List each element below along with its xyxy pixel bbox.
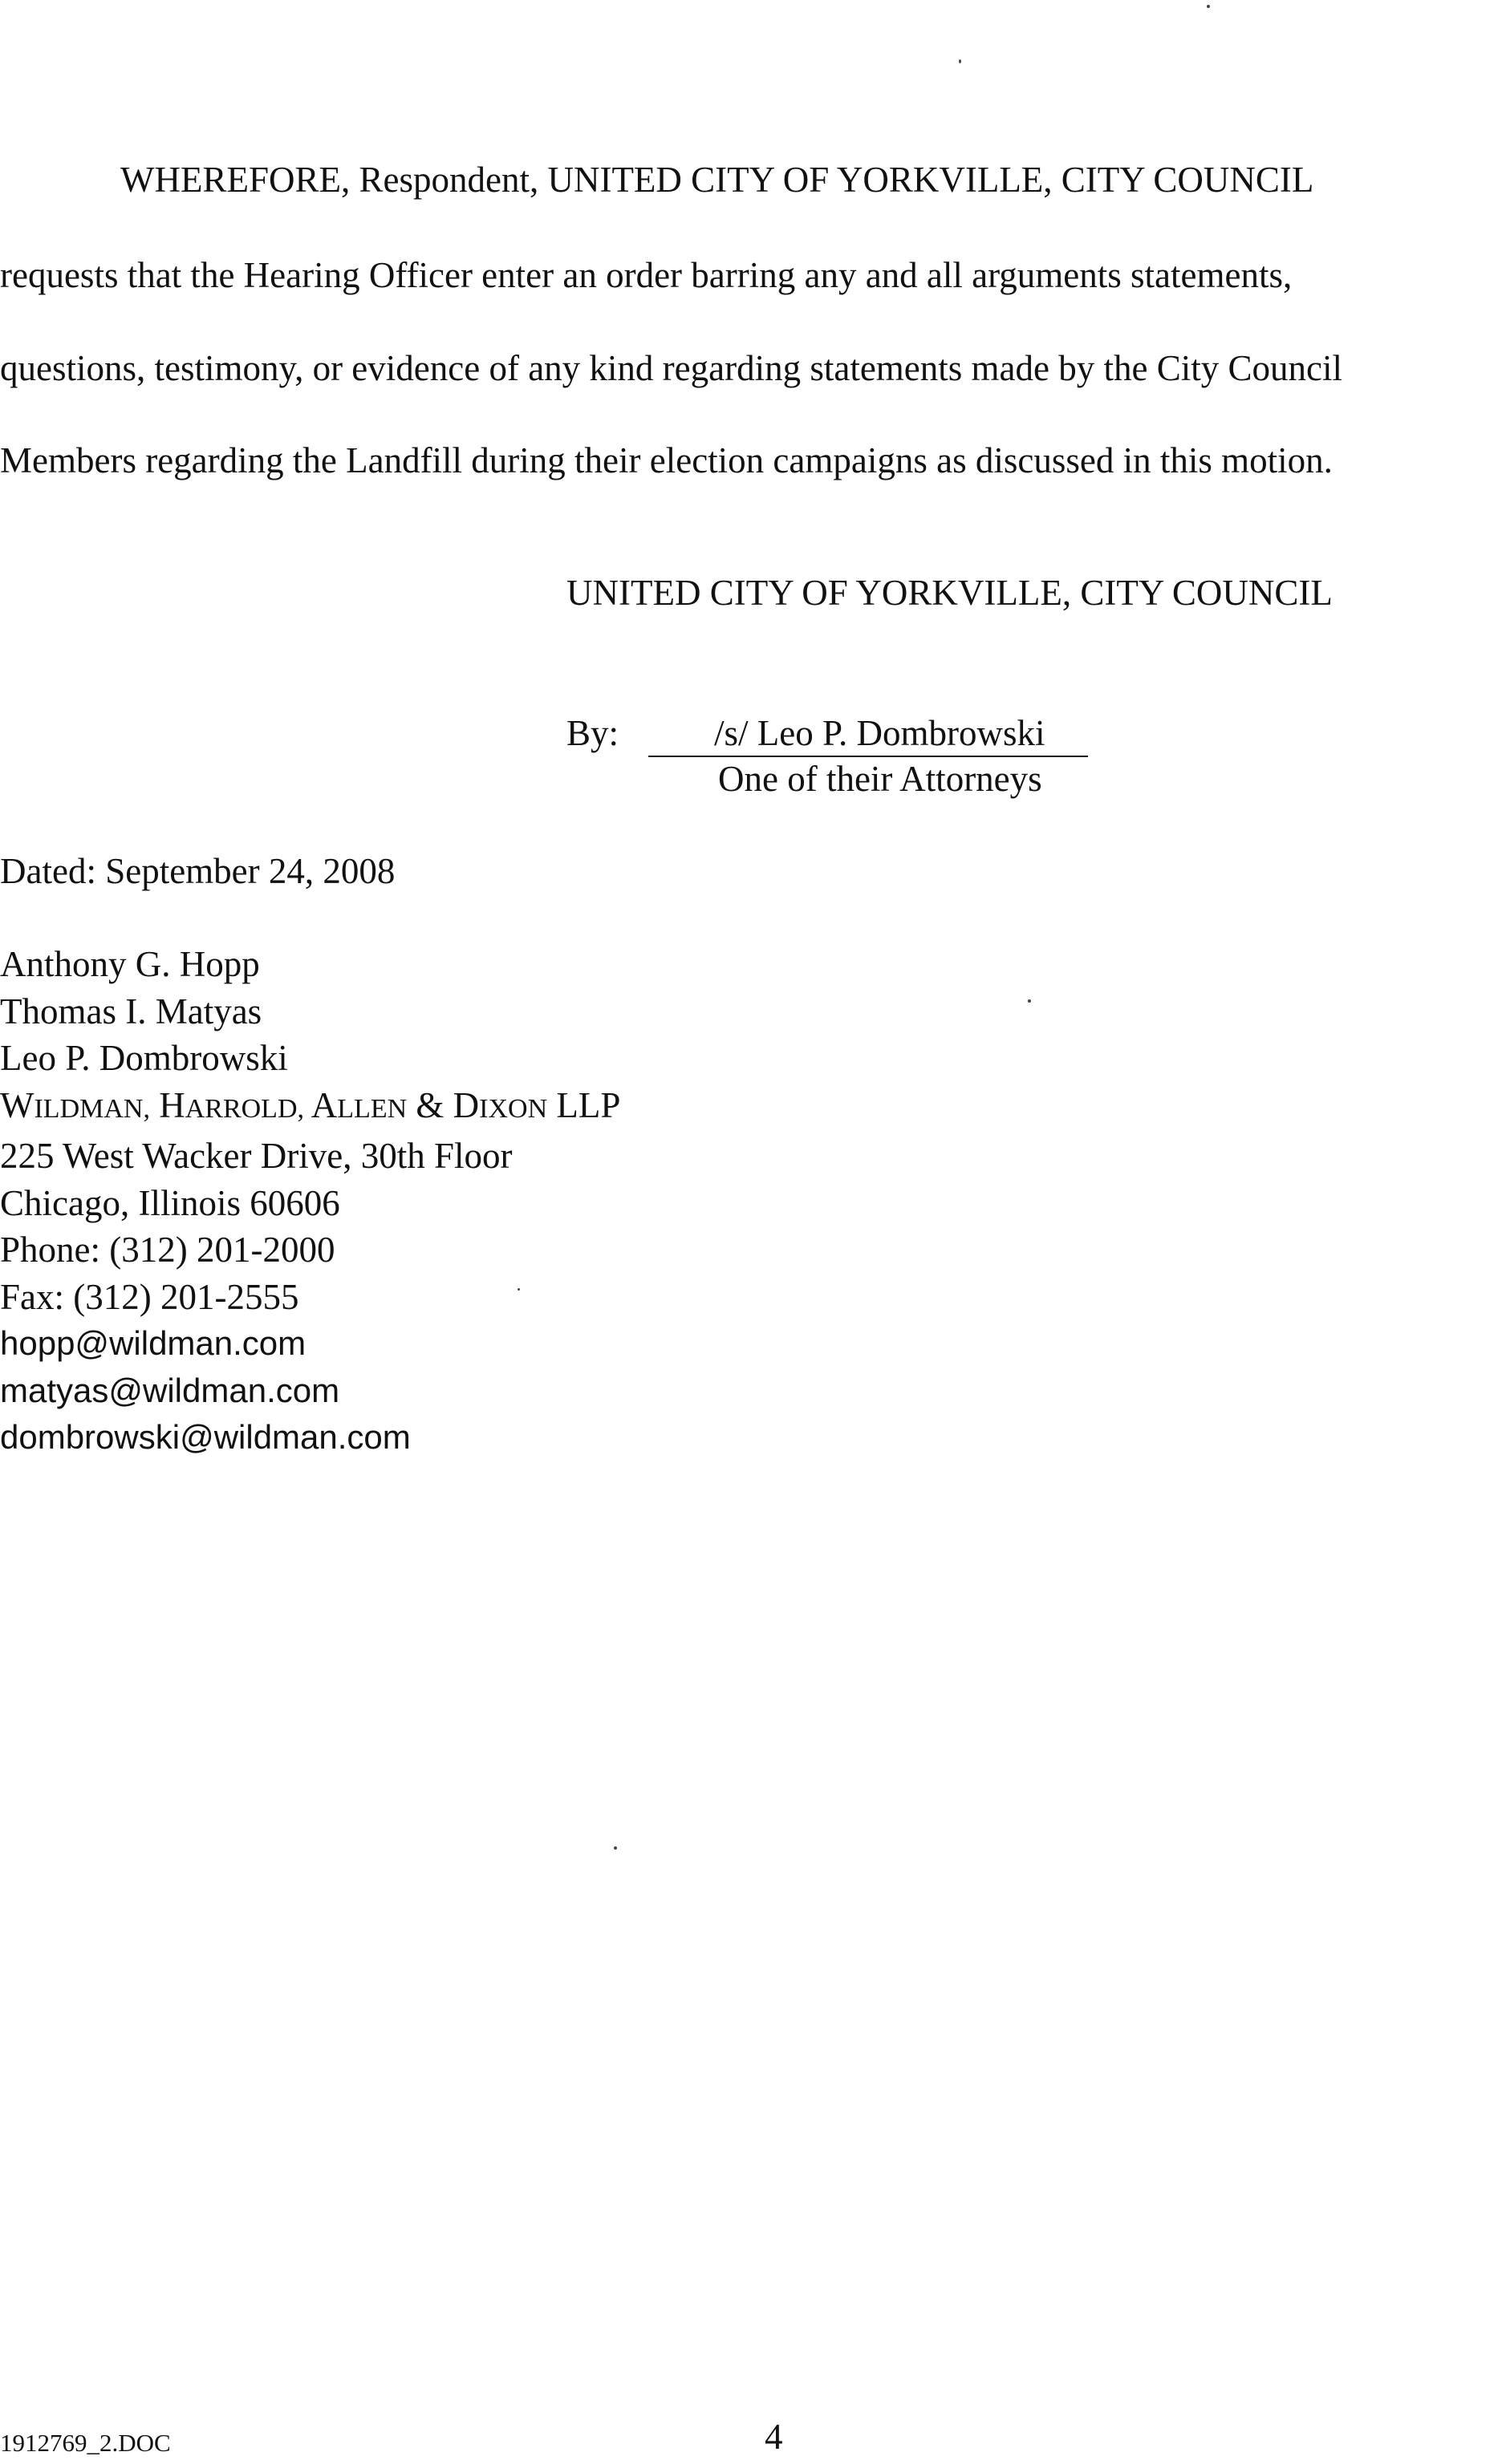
dated-line: Dated: September 24, 2008 [0,851,396,891]
fax-line: Fax: (312) 201-2555 [0,1276,299,1317]
signature-role: One of their Attorneys [718,759,1042,799]
counsel-name: Anthony G. Hopp [0,944,260,984]
wherefore-line-1: WHEREFORE, Respondent, UNITED CITY OF YORKVILLE, CITY COUNCIL [120,160,1314,200]
email-link[interactable]: dombrowski@wildman.com [0,1418,411,1456]
signature-organization: UNITED CITY OF YORKVILLE, CITY COUNCIL [566,573,1333,613]
footer-page-number: 4 [765,2417,783,2457]
phone-line: Phone: (312) 201-2000 [0,1230,335,1270]
signature-name: /s/ Leo P. Dombrowski [714,713,1045,753]
firm-name: WILDMAN, HARROLD, ALLEN & DIXON LLP [0,1084,621,1125]
email-link[interactable]: hopp@wildman.com [0,1324,306,1362]
footer-doc-id: 1912769_2.DOC [0,2429,171,2457]
wherefore-line-4: Members regarding the Landfill during their election campaigns as discussed in this motion. [0,440,1333,480]
address-line: 225 West Wacker Drive, 30th Floor [0,1136,513,1176]
scan-speck [1028,999,1031,1003]
scan-speck [1207,5,1210,8]
address-line: Chicago, Illinois 60606 [0,1182,340,1223]
counsel-name: Thomas I. Matyas [0,991,262,1031]
counsel-name: Leo P. Dombrowski [0,1038,288,1078]
signature-line [648,756,1088,757]
scan-speck [614,1846,617,1850]
counsel-block [0,941,620,1461]
scan-speck [518,1288,520,1291]
signature-by-label: By: [566,713,619,753]
scan-speck [959,59,961,63]
wherefore-line-2: requests that the Hearing Officer enter an order barring any and all arguments statements, [0,255,1293,295]
wherefore-line-3: questions, testimony, or evidence of any kind regarding statements made by the City Council [0,348,1342,388]
email-link[interactable]: matyas@wildman.com [0,1371,340,1409]
